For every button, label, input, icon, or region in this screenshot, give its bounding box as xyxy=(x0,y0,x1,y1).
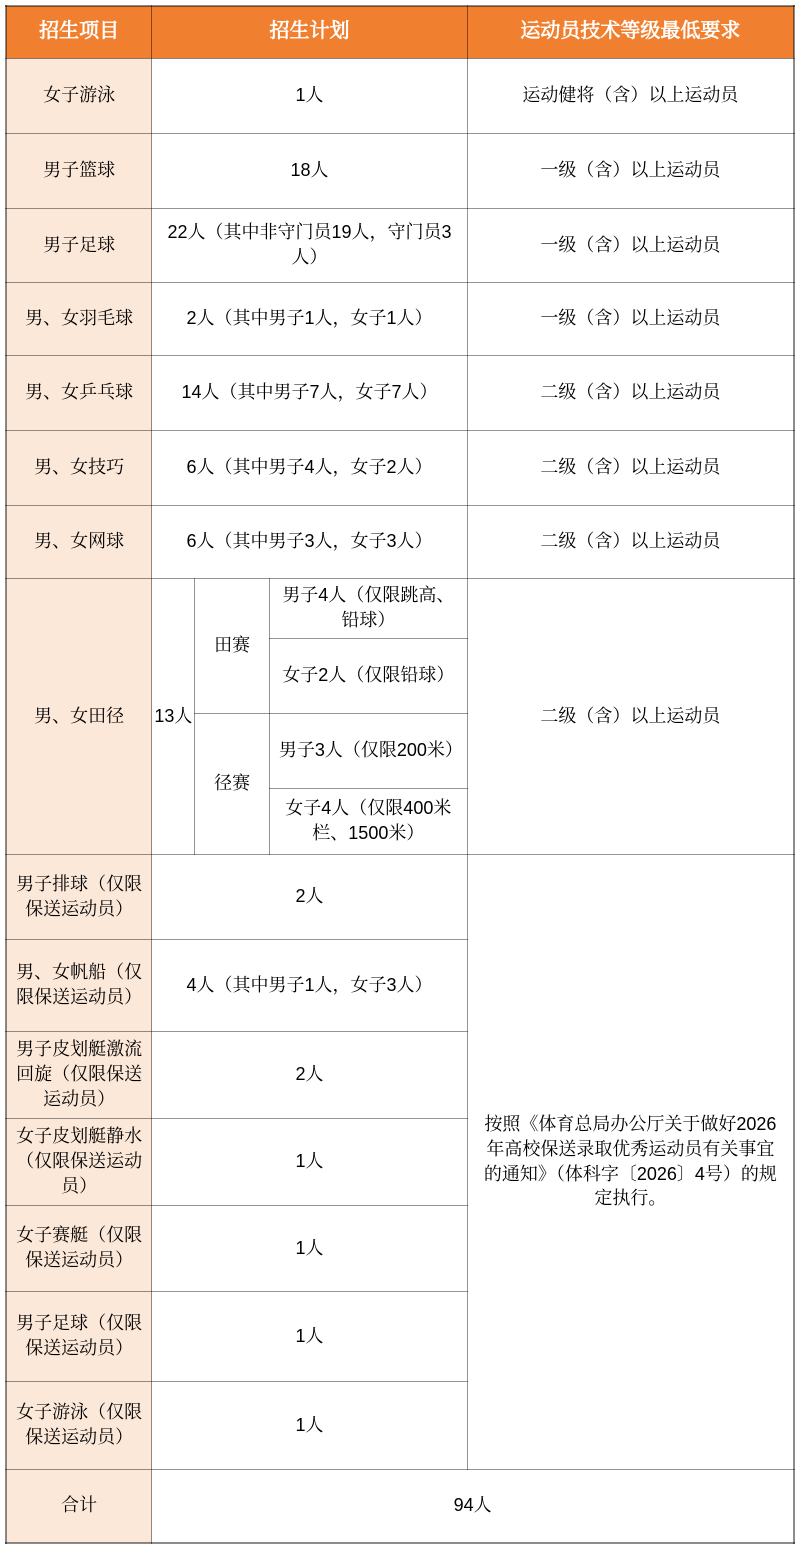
program-cell: 女子游泳 xyxy=(6,58,152,133)
track-events-label-cell: 径赛 xyxy=(195,713,269,854)
program-cell: 男、女网球 xyxy=(6,505,152,578)
table-row xyxy=(6,282,794,355)
program-cell: 男子篮球 xyxy=(6,133,152,208)
table-row xyxy=(6,854,794,939)
requirement-cell: 二级（含）以上运动员 xyxy=(467,430,794,505)
athletics-detail-cell: 男子3人（仅限200米） xyxy=(269,713,467,788)
program-cell: 男子皮划艇激流回旋（仅限保送运动员） xyxy=(6,1031,152,1118)
program-cell: 女子皮划艇静水（仅限保送运动员） xyxy=(6,1118,152,1205)
program-cell: 男、女帆船（仅限保送运动员） xyxy=(6,939,152,1031)
plan-cell: 18人 xyxy=(152,133,468,208)
plan-cell: 14人（其中男子7人，女子7人） xyxy=(152,355,468,430)
plan-cell: 6人（其中男子3人，女子3人） xyxy=(152,505,468,578)
athletics-detail-cell: 女子2人（仅限铅球） xyxy=(269,638,467,713)
requirement-cell: 运动健将（含）以上运动员 xyxy=(467,58,794,133)
total-label-cell: 合计 xyxy=(6,1469,152,1543)
program-cell: 男、女羽毛球 xyxy=(6,282,152,355)
plan-cell: 2人（其中男子1人，女子1人） xyxy=(152,282,468,355)
plan-cell: 1人 xyxy=(152,1381,468,1469)
program-cell: 男子足球 xyxy=(6,208,152,282)
recommended-requirement-cell: 按照《体育总局办公厅关于做好2026年高校保送录取优秀运动员有关事宜的通知》（体科字〔2026〕4号）的规定执行。 xyxy=(467,854,794,1469)
requirement-cell: 二级（含）以上运动员 xyxy=(467,505,794,578)
plan-cell: 6人（其中男子4人，女子2人） xyxy=(152,430,468,505)
table-row xyxy=(6,208,794,282)
header-program: 招生项目 xyxy=(6,6,152,58)
table-row xyxy=(6,505,794,578)
plan-cell: 1人 xyxy=(152,1205,468,1291)
header-requirement: 运动员技术等级最低要求 xyxy=(467,6,794,58)
program-cell: 男子排球（仅限保送运动员） xyxy=(6,854,152,939)
table-row xyxy=(6,355,794,430)
plan-cell: 1人 xyxy=(152,1291,468,1381)
requirement-cell: 二级（含）以上运动员 xyxy=(467,578,794,854)
program-cell: 男子足球（仅限保送运动员） xyxy=(6,1291,152,1381)
header-plan: 招生计划 xyxy=(152,6,468,58)
program-cell: 男、女技巧 xyxy=(6,430,152,505)
program-cell: 女子游泳（仅限保送运动员） xyxy=(6,1381,152,1469)
table-header-row xyxy=(6,6,794,58)
table-total-row xyxy=(6,1469,794,1543)
plan-cell: 2人 xyxy=(152,854,468,939)
athletics-detail-cell: 男子4人（仅限跳高、铅球） xyxy=(269,578,467,638)
plan-cell: 4人（其中男子1人，女子3人） xyxy=(152,939,468,1031)
plan-cell: 1人 xyxy=(152,58,468,133)
program-cell: 男、女乒乓球 xyxy=(6,355,152,430)
requirement-cell: 二级（含）以上运动员 xyxy=(467,355,794,430)
requirement-cell: 一级（含）以上运动员 xyxy=(467,208,794,282)
plan-cell: 2人 xyxy=(152,1031,468,1118)
field-events-label-cell: 田赛 xyxy=(195,578,269,713)
table-row xyxy=(6,430,794,505)
plan-cell: 1人 xyxy=(152,1118,468,1205)
table-row xyxy=(6,578,794,638)
program-cell: 女子赛艇（仅限保送运动员） xyxy=(6,1205,152,1291)
total-value-cell: 94人 xyxy=(152,1469,794,1543)
athletics-program-cell: 男、女田径 xyxy=(6,578,152,854)
plan-cell: 22人（其中非守门员19人，守门员3人） xyxy=(152,208,468,282)
requirement-cell: 一级（含）以上运动员 xyxy=(467,282,794,355)
athletics-detail-cell: 女子4人（仅限400米栏、1500米） xyxy=(269,788,467,854)
admissions-table xyxy=(5,5,795,1544)
table-row xyxy=(6,133,794,208)
table-row xyxy=(6,58,794,133)
requirement-cell: 一级（含）以上运动员 xyxy=(467,133,794,208)
athletics-total-cell: 13人 xyxy=(152,578,195,854)
